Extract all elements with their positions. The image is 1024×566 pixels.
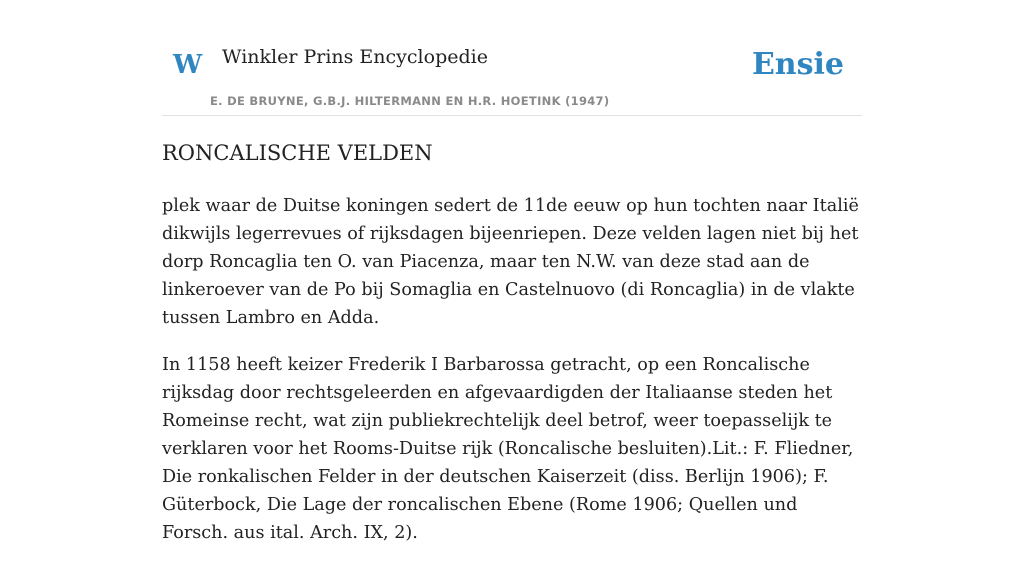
site-title[interactable]: Winkler Prins Encyclopedie [222,46,488,68]
article-body [162,192,862,566]
brand-logo[interactable]: Ensie [751,47,844,82]
site-logo[interactable]: W [173,50,203,80]
site-header [162,0,862,116]
article-paragraph: In 1158 heeft keizer Frederik I Barbarossa getracht, op een Roncalische rijksdag door rechtsgeleerden en afgevaardigden der Italiaanse steden het Romeinse recht, wat zijn publiekrechtelijk deel betrof, weer toepasselijk te verklaren voor het Rooms-Duitse rijk (Roncalische besluiten).Lit.: F. Fliedner, Die ronkalischen Felder in der deutschen Kaiserzeit (diss. Berlijn 1906); F. Güterbock, Die Lage der roncalischen Ebene (Rome 1906; Quellen und Forsch. aus ital. Arch. IX, 2). [162,355,854,543]
article-paragraph: plek waar de Duitse koningen sedert de 11de eeuw op hun tochten naar Italië dikwijls legerrevues of rijksdagen bijeenriepen. Deze velden lagen niet bij het dorp Roncaglia ten O. van Piacenza, maar ten N.W. van deze stad aan de linkeroever van de Po bij Somaglia en Castelnuovo (di Roncaglia) in de vlakte tussen Lambro en Adda. [162,196,859,328]
article-title: RONCALISCHE VELDEN [162,141,433,165]
authors-byline: E. DE BRUYNE, G.B.J. HILTERMANN EN H.R. HOETINK (1947) [210,94,610,108]
